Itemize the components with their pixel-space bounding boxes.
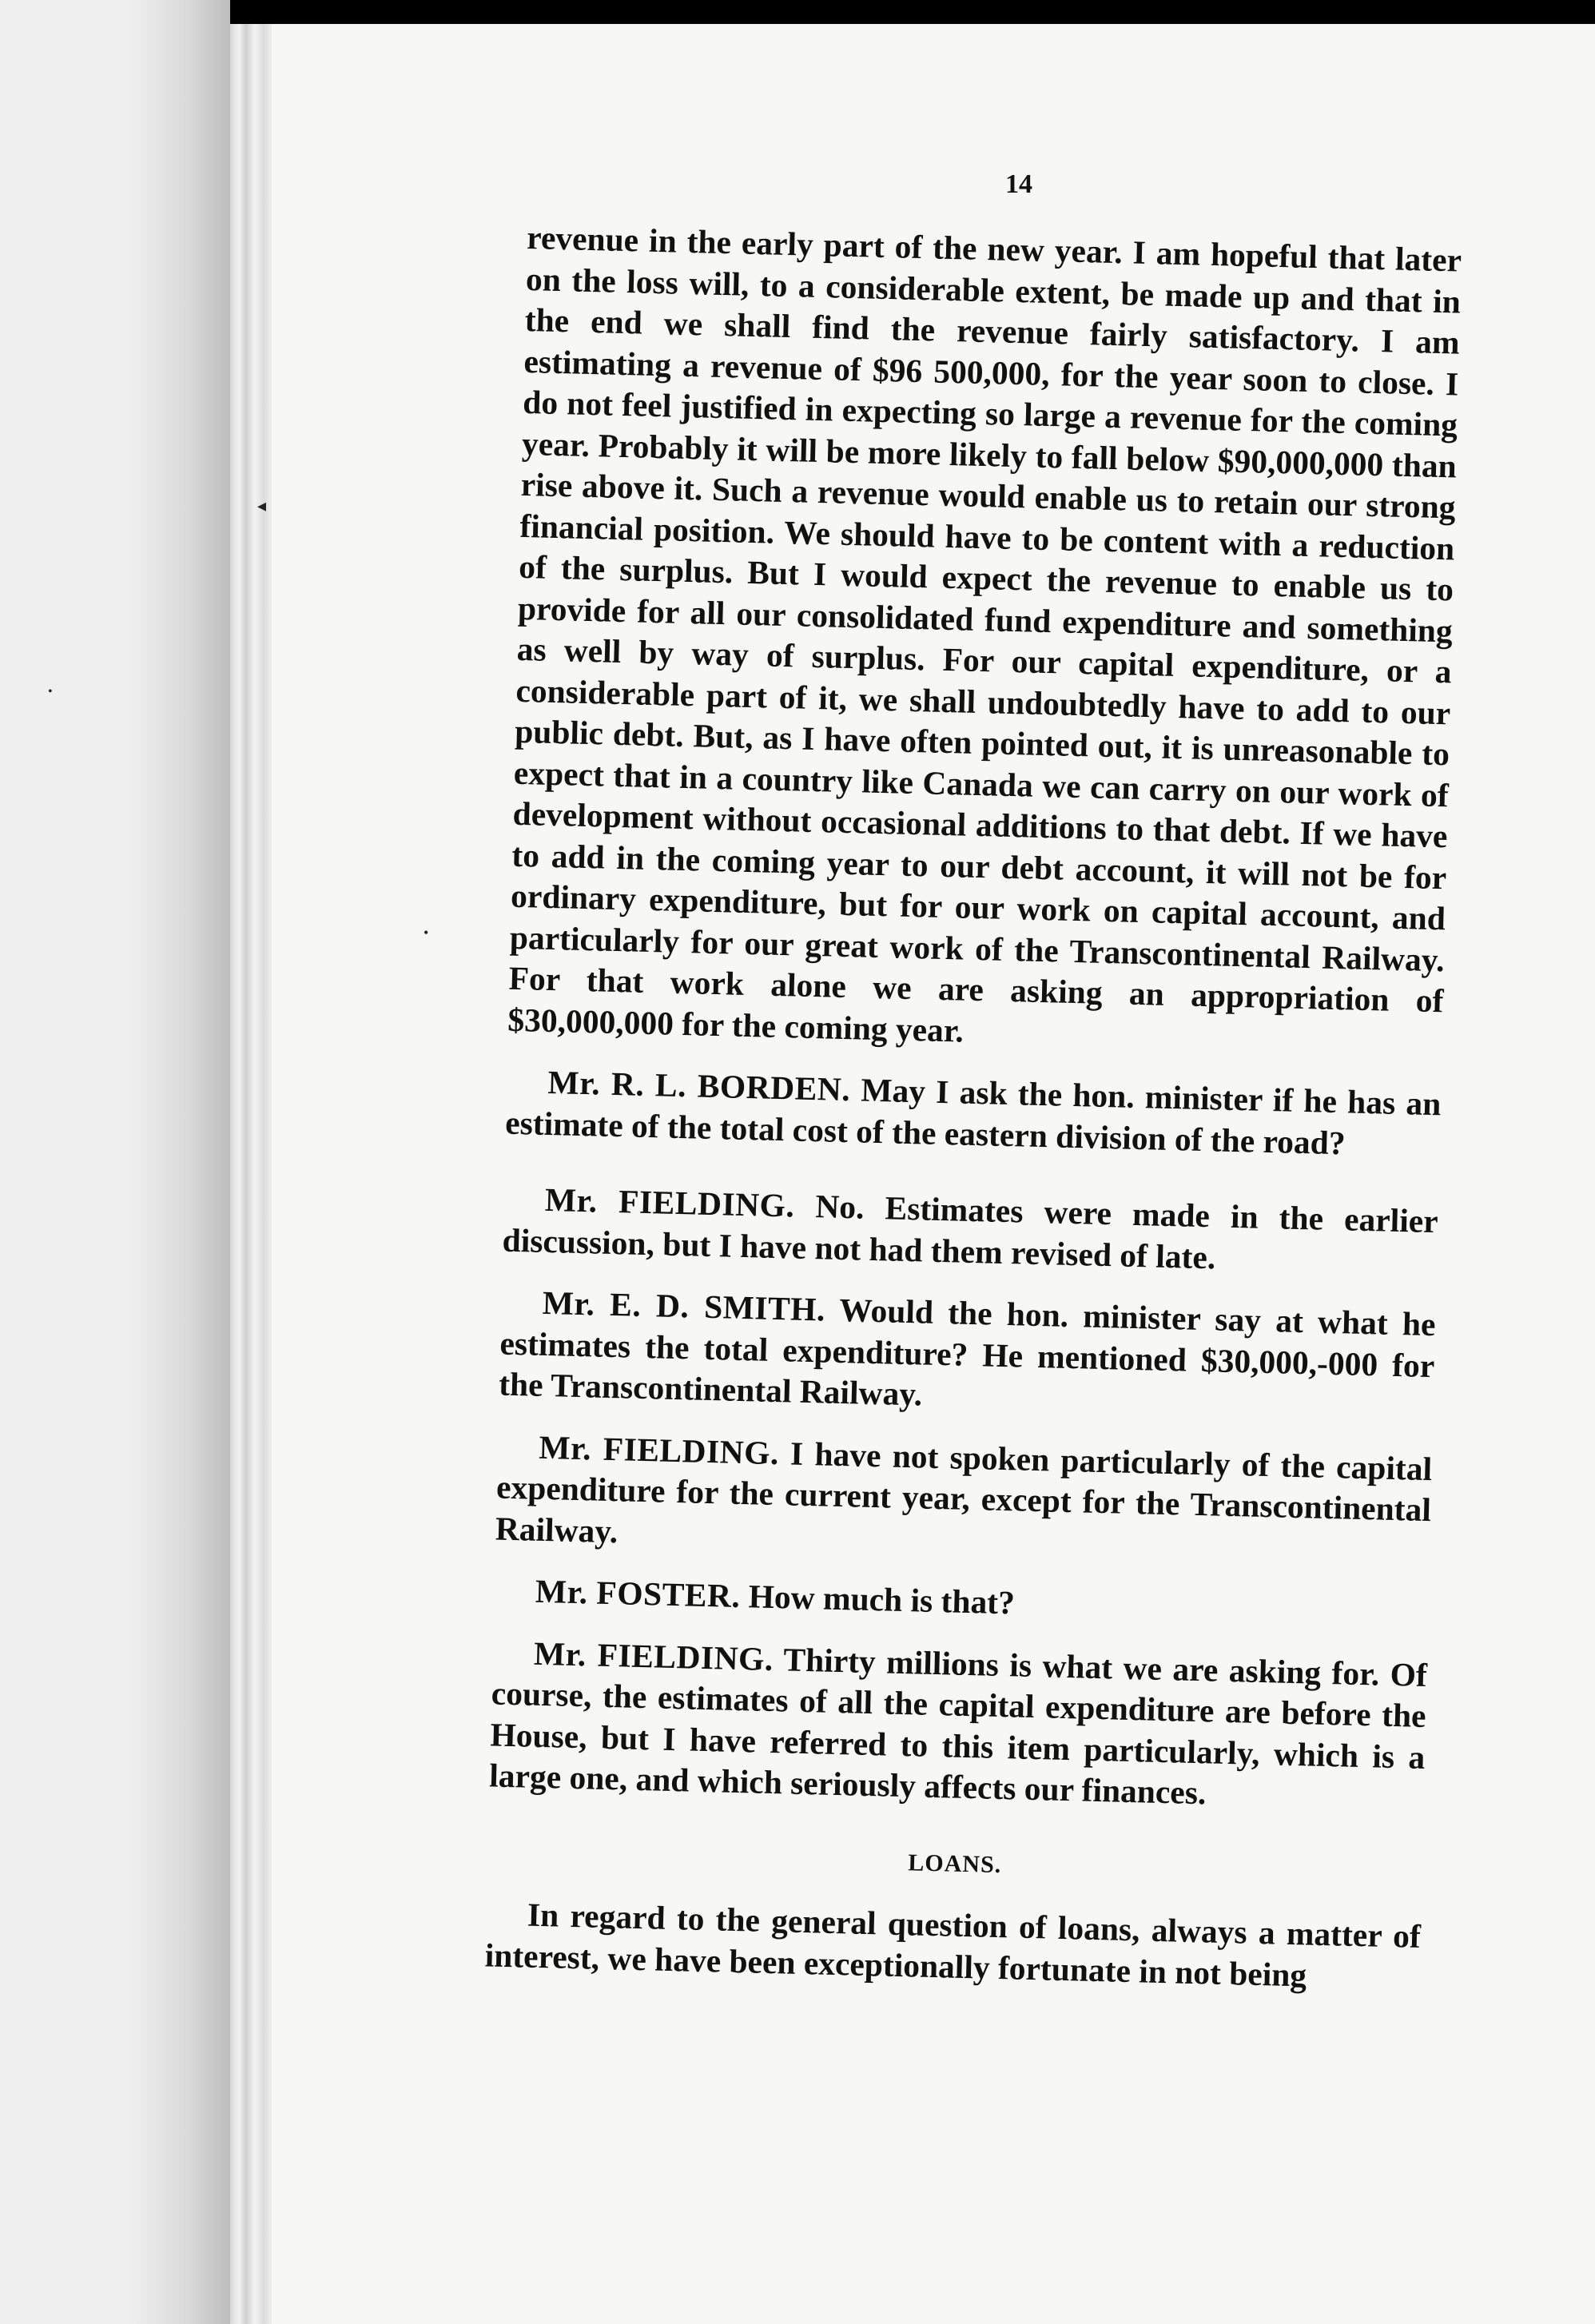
speaker-name: Mr. FIELDING.: [533, 1634, 774, 1677]
page-number: 14: [1005, 169, 1032, 199]
paragraph-text: revenue in the early part of the new year. I am hopeful that later on the loss will, to a considerable extent, be made up and that in the end we shall find the revenue fairly satisfactory. I am estimating a revenue of $96 500,000, for the year soon to close. I do not feel justified in expecting so large a revenue for the coming year. Probably it will be more likely to fall below $90,000,000 than rise above it. Such a revenue would enable us to retain our strong financial position. We should have to be content with a reduction of the surplus. But I would expect the revenue to enable us to provide for all our consolidated fund expenditure and something as well by way of surplus. For our capital expenditure, or a considerable part of it, we shall undoubtedly have to add to our public debt. But, as I have often pointed out, it is unreasonable to expect that in a country like Canada we can carry on our work of development without occasional additions to that debt. If we have to add in the coming year to our debt account, it will not be for ordinary expenditure, but for our work on capital account, and particularly for our great work of the Transcontinental Railway. For that work alone we are asking an appropriation of $30,000,000 for the coming year.: [507, 218, 1462, 1049]
speech-text: How much is that?: [748, 1578, 1016, 1622]
speaker-name: Mr. FOSTER.: [535, 1572, 741, 1615]
page-body: [484, 217, 1462, 1999]
speech-text: Thirty millions is what we are asking for. Of course, the estimates of all the capital expenditure are before the House, but I have referred to this item particularly, which is a large one, and which seriously affects our finances.: [488, 1640, 1428, 1812]
speech-text: Would the hon. minister say at what he estimates the total expenditure? He mentioned $30,000,-000 for the Transcontinental Railway.: [498, 1291, 1437, 1413]
speech-text: No. Estimates were made in the earlier discussion, but I have not had them revised of late.: [502, 1188, 1439, 1275]
scan-shadow: [128, 0, 230, 2324]
speaker-name: Mr. FIELDING.: [538, 1428, 780, 1471]
paragraph-continued: [507, 217, 1462, 1063]
speech-text: May I ask the hon. minister if he has an estimate of the total cost of the eastern division of the road?: [504, 1071, 1442, 1161]
paragraph-speech: [495, 1426, 1432, 1572]
speech-text: I have not spoken particularly of the capital expenditure for the current year, except for the Transcontinental Railway.: [495, 1435, 1433, 1550]
paragraph-text: In regard to the general question of loans, always a matter of interest, we have been exceptionally fortunate in not being: [484, 1896, 1422, 1993]
speaker-name: Mr. FIELDING.: [544, 1180, 795, 1224]
page-stack-edges: [230, 24, 275, 2324]
section-heading: LOANS.: [908, 1848, 1002, 1878]
speaker-name: Mr. R. L. BORDEN.: [547, 1063, 851, 1108]
margin-mark: •: [424, 925, 429, 941]
margin-mark: •: [48, 685, 53, 698]
speaker-name: Mr. E. D. SMITH.: [542, 1283, 826, 1328]
paragraph-speech: [489, 1632, 1428, 1820]
paragraph-speech: [499, 1282, 1436, 1428]
margin-mark: ◂: [257, 495, 267, 515]
